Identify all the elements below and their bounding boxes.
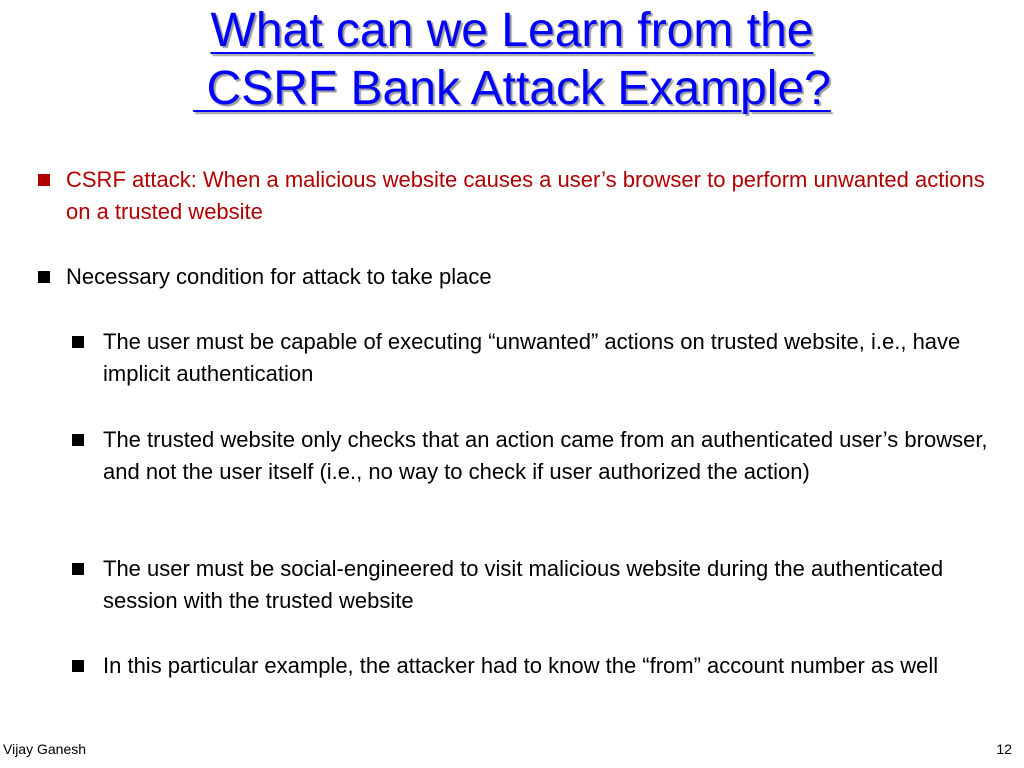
square-bullet-icon: [38, 271, 50, 283]
bullet-csrf-definition: [38, 164, 998, 228]
bullet-text: CSRF attack: When a malicious website causes a user’s browser to perform unwanted actions on a trusted website: [66, 167, 985, 224]
square-bullet-icon: [72, 563, 84, 575]
bullet-text: The user must be social-engineered to visit malicious website during the authenticated session with the trusted website: [103, 556, 944, 613]
sub-bullet-social-engineering: [72, 553, 992, 617]
square-bullet-icon: [72, 434, 84, 446]
square-bullet-icon: [38, 174, 50, 186]
title-line-1: What can we Learn from the: [210, 4, 814, 57]
bullet-necessary-condition: [38, 261, 998, 293]
page-number: 12: [996, 741, 1012, 757]
square-bullet-icon: [72, 336, 84, 348]
bullet-text: Necessary condition for attack to take place: [66, 264, 492, 289]
square-bullet-icon: [72, 660, 84, 672]
bullet-text: The trusted website only checks that an action came from an authenticated user’s browser, and not the user itself (i.e., no way to check if user authorized the action): [103, 427, 988, 484]
title-line-2: CSRF Bank Attack Example?: [193, 62, 831, 115]
footer-author: Vijay Ganesh: [3, 741, 87, 757]
sub-bullet-implicit-authentication: [72, 326, 992, 390]
sub-bullet-browser-check: [72, 424, 992, 488]
bullet-text: The user must be capable of executing “unwanted” actions on trusted website, i.e., have implicit authentication: [103, 329, 961, 386]
slide-title: [0, 2, 1024, 118]
sub-bullet-account-number: [72, 650, 992, 682]
bullet-text: In this particular example, the attacker had to know the “from” account number as well: [103, 653, 939, 678]
